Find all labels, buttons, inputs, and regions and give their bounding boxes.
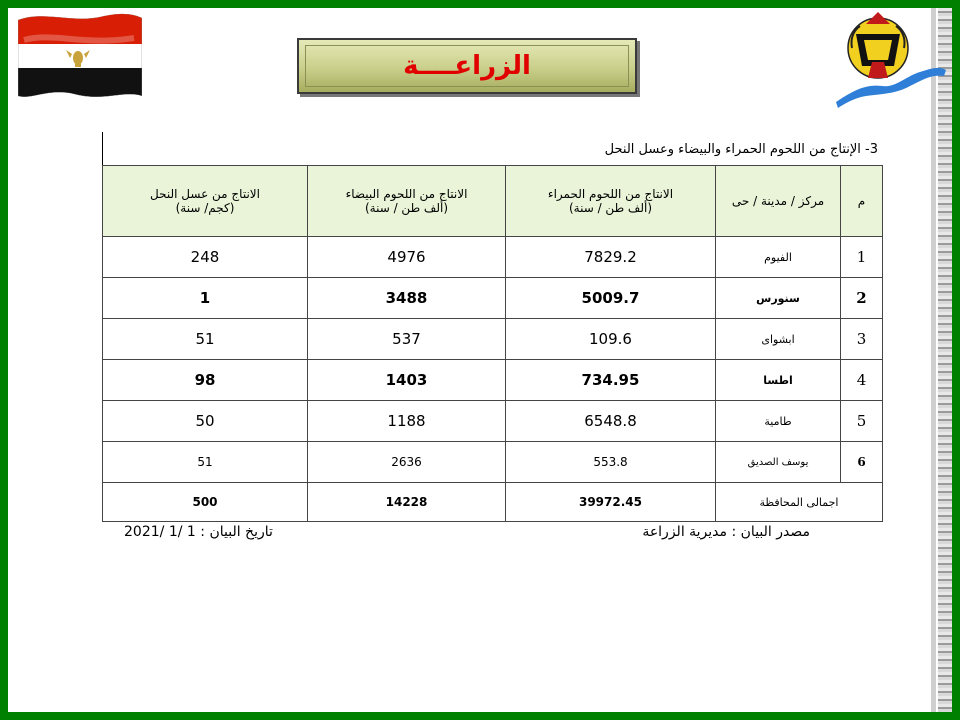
row-area: الفيوم <box>716 237 841 278</box>
total-red-meat: 39972.45 <box>506 483 716 522</box>
row-honey: 248 <box>103 237 308 278</box>
table-header-row <box>103 166 883 237</box>
header-red-meat-line1: الانتاج من اللحوم الحمراء <box>547 187 674 201</box>
table-row <box>103 401 883 442</box>
table-total-row <box>103 483 883 522</box>
row-honey: 98 <box>103 360 308 401</box>
row-red-meat: 6548.8 <box>506 401 716 442</box>
fayoum-governorate-logo-icon <box>836 10 946 110</box>
data-date: تاريخ البيان : 1 /1 /2021 <box>124 524 273 540</box>
title-banner-inner <box>305 45 629 87</box>
header-white-meat-line1: الانتاج من اللحوم البيضاء <box>345 187 468 201</box>
title-banner <box>297 38 637 94</box>
row-white-meat: 3488 <box>308 278 506 319</box>
header-white-meat <box>308 166 506 237</box>
table-row <box>103 360 883 401</box>
row-index: 2 <box>841 278 883 319</box>
row-area: ابشواى <box>716 319 841 360</box>
header-index: م <box>841 166 883 237</box>
production-table <box>102 165 883 522</box>
row-index: 1 <box>841 237 883 278</box>
table-caption: 3- الإنتاج من اللحوم الحمراء والبيضاء وعسل النحل <box>604 142 878 157</box>
header-red-meat <box>506 166 716 237</box>
row-red-meat: 734.95 <box>506 360 716 401</box>
row-index: 3 <box>841 319 883 360</box>
row-index: 5 <box>841 401 883 442</box>
row-index: 6 <box>841 442 883 483</box>
row-honey: 50 <box>103 401 308 442</box>
row-area: يوسف الصديق <box>716 442 841 483</box>
header-red-meat-line2: (ألف طن / سنة) <box>568 201 653 215</box>
table-row <box>103 319 883 360</box>
page-title: الزراعــــة <box>403 51 531 81</box>
row-red-meat: 5009.7 <box>506 278 716 319</box>
table-row <box>103 237 883 278</box>
data-table-area <box>102 132 882 522</box>
table-row <box>103 278 883 319</box>
row-red-meat: 7829.2 <box>506 237 716 278</box>
header-white-meat-line2: (ألف طن / سنة) <box>364 201 449 215</box>
row-area: طامية <box>716 401 841 442</box>
header-honey <box>103 166 308 237</box>
header-honey-line1: الانتاج من عسل النحل <box>150 187 260 201</box>
right-decorative-strip <box>938 8 952 712</box>
row-white-meat: 1188 <box>308 401 506 442</box>
header-honey-line2: (كجم/ سنة) <box>175 201 235 215</box>
row-index: 4 <box>841 360 883 401</box>
data-source: مصدر البيان : مديرية الزراعة <box>642 524 810 540</box>
total-area: اجمالى المحافظة <box>716 483 883 522</box>
table-row <box>103 442 883 483</box>
row-honey: 51 <box>103 442 308 483</box>
row-area: سنورس <box>716 278 841 319</box>
row-red-meat: 553.8 <box>506 442 716 483</box>
row-area: اطسا <box>716 360 841 401</box>
total-white-meat: 14228 <box>308 483 506 522</box>
row-honey: 51 <box>103 319 308 360</box>
total-honey: 500 <box>103 483 308 522</box>
row-white-meat: 4976 <box>308 237 506 278</box>
header-area: مركز / مدينة / حى <box>716 166 841 237</box>
egypt-flag-icon <box>14 10 146 102</box>
row-honey: 1 <box>103 278 308 319</box>
row-red-meat: 109.6 <box>506 319 716 360</box>
row-white-meat: 1403 <box>308 360 506 401</box>
right-decorative-strip-inner <box>931 8 936 712</box>
row-white-meat: 2636 <box>308 442 506 483</box>
row-white-meat: 537 <box>308 319 506 360</box>
